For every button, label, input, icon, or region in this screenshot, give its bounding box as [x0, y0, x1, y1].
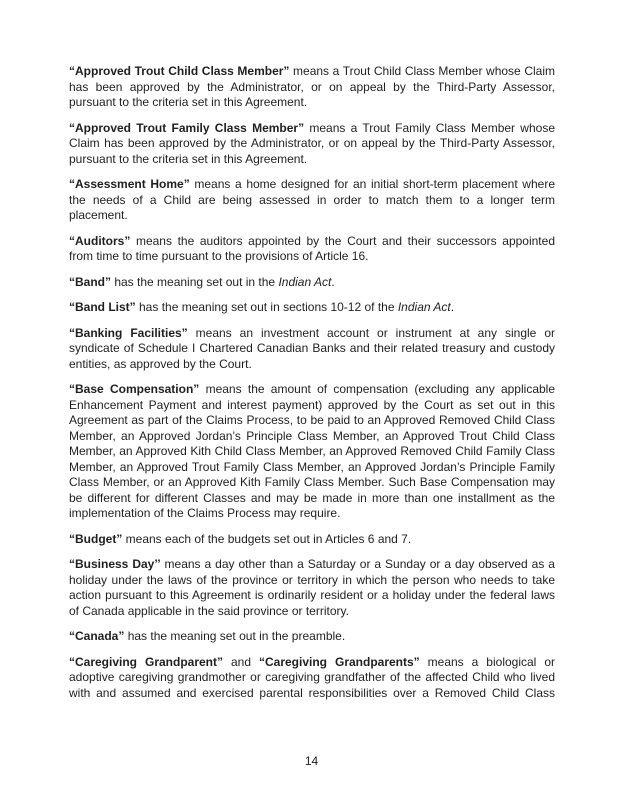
definition-paragraph — [69, 629, 555, 645]
definition-paragraph — [69, 275, 555, 291]
definition-text: means each of the budgets set out in Articles 6 and 7. — [122, 531, 412, 546]
definition-text: has the meaning set out in sections 10-12 of the — [135, 300, 398, 314]
definition-text: means a biological or adoptive caregiving grandmother or caregiving grandfather of the affected Child who lived with and assumed and exercised parental responsibilities over a Removed Child Class — [69, 654, 555, 700]
defined-term: “Canada” — [69, 629, 125, 643]
definition-paragraph — [69, 177, 555, 224]
definition-text: and — [223, 654, 259, 669]
definition-text: means a Trout Child Class Member whose Claim has been approved by the Administrator, or on appeal by the Third-Party Assessor, pursuant to the criteria set in this Agreement. — [69, 64, 555, 109]
definition-text: means a home designed for an initial short-term placement where the needs of a Child are being assessed in order to match them to a longer term placement. — [69, 177, 555, 222]
definition-paragraph — [69, 300, 555, 316]
definition-text: has the meaning set out in the — [111, 274, 279, 289]
statute-reference: Indian Act — [397, 300, 451, 314]
definition-text: means an investment account or instrument at any single or syndicate of Schedule I Chartered Canadian Banks and their related treasury and custody entities, as approved by the Court. — [69, 325, 555, 371]
defined-term: “Band List” — [69, 300, 136, 314]
defined-term: “Approved Trout Family Class Member” — [69, 120, 305, 135]
definitions-section — [69, 64, 555, 711]
defined-term: “Band” — [69, 274, 111, 289]
definition-text: means the auditors appointed by the Court and their successors appointed from time to time pursuant to the provisions of Article 16. — [69, 233, 555, 263]
defined-term: “Banking Facilities” — [69, 325, 188, 340]
definition-paragraph — [69, 326, 555, 373]
definition-paragraph — [69, 655, 555, 702]
definition-paragraph — [69, 532, 555, 548]
defined-term: “Base Compensation” — [69, 382, 200, 396]
page-number: 14 — [304, 754, 319, 768]
definition-paragraph — [69, 121, 555, 168]
definition-paragraph — [69, 557, 555, 619]
defined-term: “Approved Trout Child Class Member” — [69, 64, 290, 78]
definition-text: means the amount of compensation (excluding any applicable Enhancement Payment and interest payment) approved by the Court as set out in this Agreement as part of the Claims Process, to be paid to an Approved Removed Child Class Member, an Approved Jordan’s Principle Class Member, an Approved Trout Child Class Member, an Approved Kith Child Class Member, an Approved Removed Child Family Class Member, an Approved Trout Family Class Member, an Approved Jordan’s Principle Family Class Member, or an Approved Kith Family Class Member. Such Base Compensation may be different for different Classes and may be made in more than one installment as the implementation of the Claims Process may require. — [69, 382, 555, 520]
definition-text: has the meaning set out in the preamble. — [124, 629, 346, 643]
definition-text: means a day other than a Saturday or a Sunday or a day observed as a holiday under the laws of the province or territory in which the person who needs to take action pursuant to this Agreement is ordinarily resident or a holiday under the federal laws of Canada applicable in the said province or territory. — [69, 557, 555, 618]
definition-paragraph — [69, 64, 555, 111]
defined-term: “Business Day’’ — [69, 557, 161, 571]
defined-term: “Assessment Home” — [69, 177, 190, 191]
definition-text: . — [450, 300, 455, 314]
definition-text: means a Trout Family Class Member whose Claim has been approved by the Administrator, or on appeal by the Third-Party Assessor, pursuant to the criteria set in this Agreement. — [69, 120, 555, 166]
defined-term: “Budget” — [69, 531, 123, 546]
defined-term: “Auditors” — [69, 233, 131, 248]
definition-paragraph — [69, 234, 555, 265]
defined-term: “Caregiving Grandparent” — [69, 654, 224, 669]
definition-text: . — [331, 274, 335, 289]
definition-paragraph — [69, 382, 555, 522]
defined-term: “Caregiving Grandparents” — [259, 654, 420, 669]
statute-reference: Indian Act — [278, 274, 332, 289]
